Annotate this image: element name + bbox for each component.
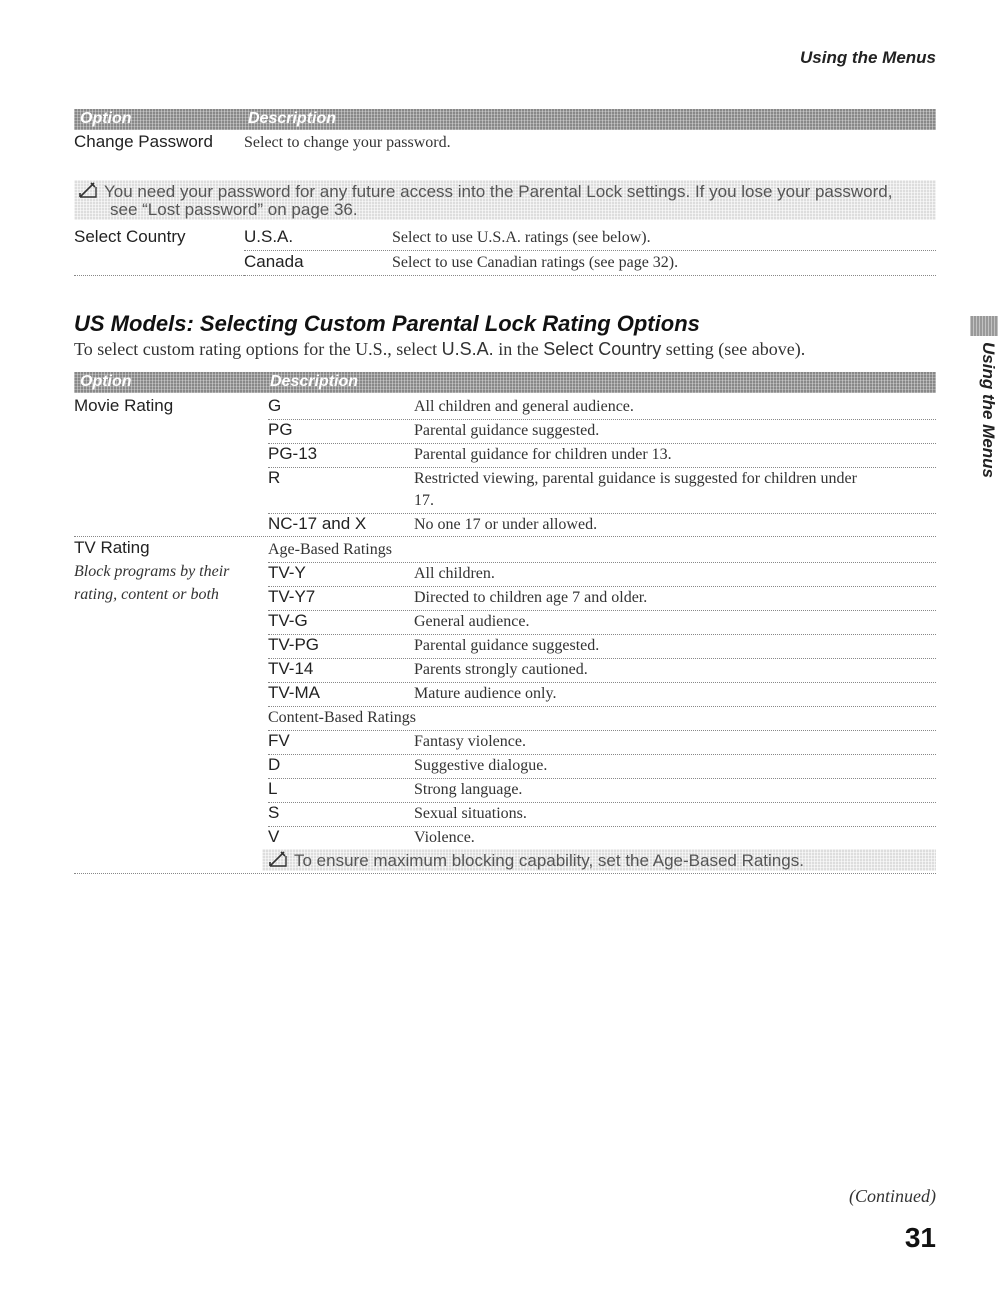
- movie-desc-r-2: 17.: [414, 492, 434, 509]
- movie-code-pg: PG: [268, 420, 293, 439]
- password-note: [74, 180, 936, 220]
- table2-col-option: Option: [80, 373, 132, 390]
- tv-code-tvg: TV-G: [268, 611, 308, 630]
- tv-code-l: L: [268, 779, 278, 798]
- intro-text-3: setting (see above).: [665, 339, 806, 359]
- select-country-label: Select Country: [74, 227, 186, 246]
- movie-desc-pg: Parental guidance suggested.: [414, 422, 600, 439]
- tv-desc-d: Suggestive dialogue.: [414, 757, 548, 774]
- intro-select-country: Select Country: [543, 339, 662, 359]
- movie-desc-pg13: Parental guidance for children under 13.: [414, 446, 672, 463]
- tv-code-s: S: [268, 803, 280, 822]
- tv-row-tv14: [268, 658, 936, 683]
- section-intro: [74, 339, 805, 360]
- tv-code-tvma: TV-MA: [268, 683, 320, 702]
- tv-code-d: D: [268, 755, 281, 774]
- country-row-usa: [244, 226, 936, 251]
- continued-label: (Continued): [849, 1186, 936, 1206]
- movie-desc-r: Restricted viewing, parental guidance is suggested for children under: [414, 470, 857, 487]
- tv-rating-block: [74, 538, 936, 848]
- tv-row-tvpg: [268, 634, 936, 659]
- tv-row-l: [268, 778, 936, 803]
- note-pencil-icon: [268, 850, 288, 868]
- intro-text-1: To select custom rating options for the U.S., select: [74, 339, 438, 359]
- side-tab-label: [978, 342, 1008, 502]
- age-based-heading-row: [268, 538, 936, 563]
- country-usa: U.S.A.: [244, 227, 294, 246]
- movie-code-pg13: PG-13: [268, 444, 318, 463]
- tv-desc-tvy7: Directed to children age 7 and older.: [414, 589, 648, 606]
- movie-block-divider: [74, 536, 936, 537]
- intro-usa: U.S.A.: [441, 339, 494, 359]
- content-based-heading: Content-Based Ratings: [268, 709, 416, 726]
- table1-col-description: Description: [248, 110, 337, 127]
- tv-desc-v: Violence.: [414, 829, 475, 846]
- tv-desc-tv14: Parents strongly cautioned.: [414, 661, 588, 678]
- tv-desc-l: Strong language.: [414, 781, 523, 798]
- running-header: Using the Menus: [799, 48, 936, 67]
- table1-row-change-password: [74, 132, 936, 156]
- desc-change-password: Select to change your password.: [244, 134, 451, 151]
- side-tab-text: Using the Menus: [979, 342, 998, 479]
- tv-rating-subtext-1: Block programs by their: [74, 563, 230, 580]
- tv-desc-s: Sexual situations.: [414, 805, 527, 822]
- intro-text-2: in the: [498, 339, 539, 359]
- tv-code-tvpg: TV-PG: [268, 635, 320, 654]
- movie-rating-block: [74, 395, 936, 537]
- tv-desc-tvy: All children.: [414, 565, 495, 582]
- select-country-block: [74, 226, 936, 276]
- tv-row-v: [268, 826, 936, 850]
- tv-desc-tvma: Mature audience only.: [414, 685, 557, 702]
- tv-row-tvy: [268, 562, 936, 587]
- country-canada: Canada: [244, 252, 304, 271]
- tv-row-tvy7: [268, 586, 936, 611]
- movie-desc-nc17: No one 17 or under allowed.: [414, 516, 598, 533]
- tv-row-d: [268, 754, 936, 779]
- movie-code-nc17: NC-17 and X: [268, 514, 367, 533]
- movie-row-nc17: [268, 513, 936, 537]
- side-tab-marker: [970, 316, 998, 336]
- option-change-password: Change Password: [74, 132, 213, 151]
- movie-rating-label: Movie Rating: [74, 396, 174, 415]
- tv-rating-label: TV Rating: [74, 538, 150, 557]
- country-canada-desc: Select to use Canadian ratings (see page 32).: [392, 254, 679, 271]
- tv-rating-subtext-2: rating, content or both: [74, 586, 219, 603]
- tv-code-tvy: TV-Y: [268, 563, 306, 582]
- movie-row-g: [268, 395, 936, 420]
- tv-code-fv: FV: [268, 731, 290, 750]
- section-title: US Models: Selecting Custom Parental Lock Rating Options: [74, 311, 700, 336]
- tv-desc-fv: Fantasy violence.: [414, 733, 526, 750]
- note-pencil-icon: [78, 181, 98, 199]
- movie-row-pg13: [268, 443, 936, 468]
- tv-code-tv14: TV-14: [268, 659, 314, 678]
- tv-desc-tvpg: Parental guidance suggested.: [414, 637, 600, 654]
- movie-code-r: R: [268, 468, 281, 487]
- country-divider: [74, 251, 244, 276]
- movie-row-pg: [268, 419, 936, 444]
- tv-code-tvy7: TV-Y7: [268, 587, 316, 606]
- table1-header-bar: [74, 109, 936, 130]
- table2-col-description: Description: [270, 373, 359, 390]
- country-usa-desc: Select to use U.S.A. ratings (see below).: [392, 229, 651, 246]
- movie-code-g: G: [268, 396, 282, 415]
- tv-row-fv: [268, 730, 936, 755]
- password-note-line2: see “Lost password” on page 36.: [110, 200, 358, 219]
- table2-header-bar: [74, 372, 936, 393]
- tip-note-text: To ensure maximum blocking capability, set the Age-Based Ratings.: [294, 851, 804, 870]
- tv-row-tvma: [268, 682, 936, 707]
- table2-bottom-rule: [74, 873, 936, 874]
- tv-row-s: [268, 802, 936, 827]
- content-based-heading-row: [268, 706, 936, 731]
- tv-desc-tvg: General audience.: [414, 613, 530, 630]
- tv-row-tvg: [268, 610, 936, 635]
- movie-desc-g: All children and general audience.: [414, 398, 634, 415]
- password-note-line1: You need your password for any future access into the Parental Lock settings. If you lose your password,: [104, 182, 893, 201]
- age-based-heading: Age-Based Ratings: [268, 541, 392, 558]
- table1-col-option: Option: [80, 110, 132, 127]
- country-row-canada: [244, 251, 936, 276]
- tv-code-v: V: [268, 827, 280, 846]
- tip-note: [262, 849, 936, 871]
- page-number: 31: [904, 1222, 936, 1253]
- movie-row-r: [268, 467, 936, 514]
